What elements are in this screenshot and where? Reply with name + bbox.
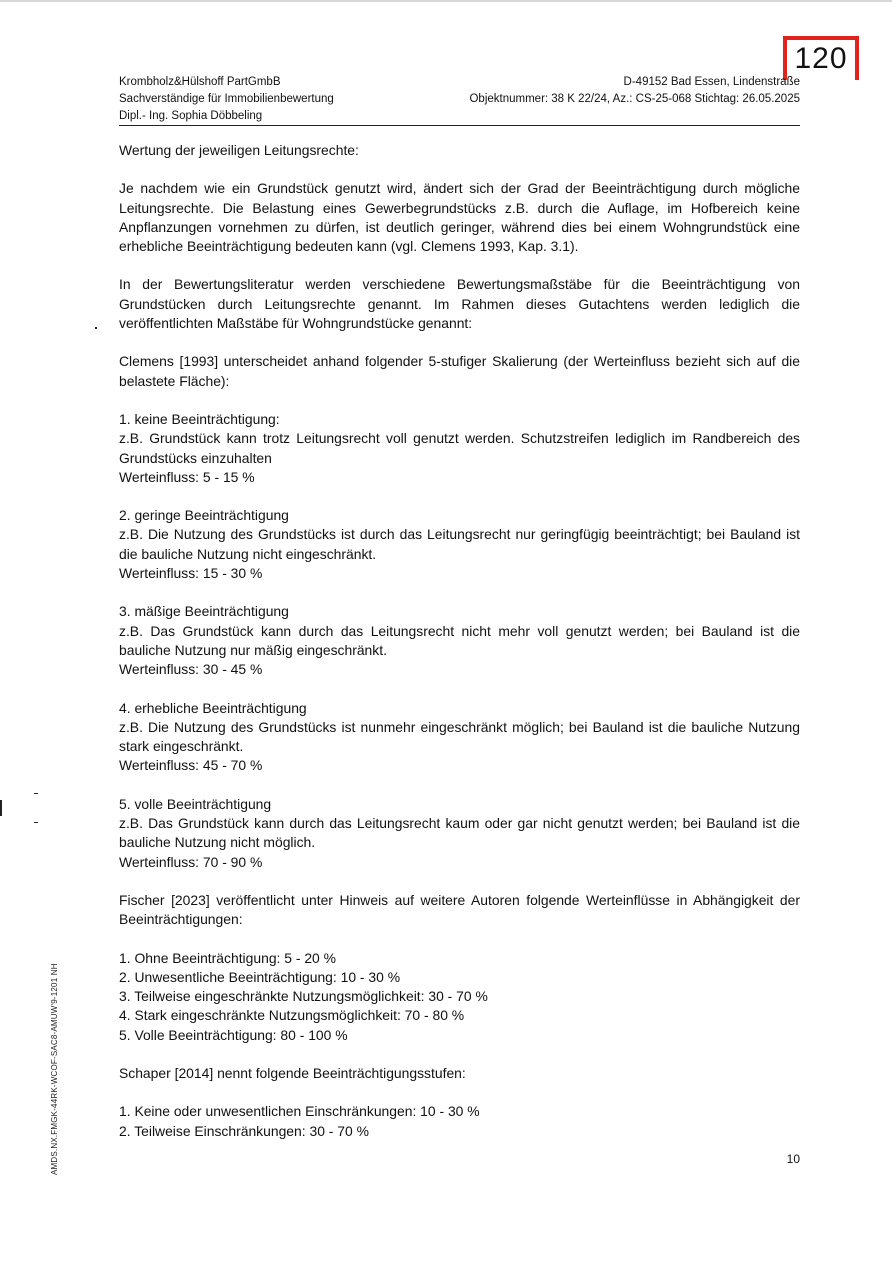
clemens-level-description: z.B. Die Nutzung des Grundstücks ist durch das Leitungsrecht nur geringfügig beeinträchtigt; bei Bauland ist die bauliche Nutzung nicht eingeschränkt.: [119, 526, 800, 562]
fischer-list: [119, 949, 800, 1045]
list-item: 3. Teilweise eingeschränkte Nutzungsmöglichkeit: 30 - 70 %: [119, 988, 488, 1005]
schaper-intro: Schaper [2014] nennt folgende Beeinträchtigungsstufen:: [119, 1064, 466, 1081]
section-heading: Wertung der jeweiligen Leitungsrechte:: [119, 142, 359, 158]
header-address: D-49152 Bad Essen, Lindenstraße: [623, 76, 800, 88]
document-barcode-text: AMDS.NX.FMGK-44RK-WCOF-SAC8-AMUW'9-1201 NH: [50, 963, 59, 1175]
list-item: 1. Ohne Beeinträchtigung: 5 - 20 %: [119, 949, 336, 966]
list-item: 2. Teilweise Einschränkungen: 30 - 70 %: [119, 1122, 369, 1139]
clemens-level-description: z.B. Grundstück kann trotz Leitungsrecht voll genutzt werden. Schutzstreifen lediglich im Randbereich des Grundstücks einzuhalten: [119, 430, 800, 466]
scan-mark: [0, 800, 2, 816]
page-number: 10: [786, 1152, 800, 1166]
clemens-level: [119, 699, 800, 776]
clemens-level-value: Werteinfluss: 30 - 45 %: [119, 661, 263, 678]
scan-mark: [34, 822, 38, 823]
header-object: [469, 74, 800, 108]
top-edge-line: [0, 0, 892, 2]
clemens-level-description: z.B. Das Grundstück kann durch das Leitungsrecht kaum oder gar nicht genutzt werden; bei Bauland ist die bauliche Nutzung nicht möglich.: [119, 815, 800, 851]
clemens-level-value: Werteinfluss: 70 - 90 %: [119, 853, 263, 870]
header-divider: [119, 125, 800, 126]
header-author: Dipl.- Ing. Sophia Döbbeling: [119, 110, 263, 122]
fischer-intro: Fischer [2023] veröffentlicht unter Hinweis auf weitere Autoren folgende Werteinflüsse in Abhängigkeit der Beeinträchtigungen:: [119, 891, 800, 928]
clemens-level-title: 1. keine Beeinträchtigung:: [119, 410, 280, 427]
list-item: 2. Unwesentliche Beeinträchtigung: 10 - 30 %: [119, 968, 401, 985]
clemens-level: [119, 506, 800, 583]
clemens-level-title: 4. erhebliche Beeinträchtigung: [119, 699, 307, 716]
list-item: 1. Keine oder unwesentlichen Einschränkungen: 10 - 30 %: [119, 1103, 480, 1120]
clemens-level-title: 3. mäßige Beeinträchtigung: [119, 603, 289, 620]
clemens-level: [119, 795, 800, 872]
clemens-level-value: Werteinfluss: 15 - 30 %: [119, 565, 263, 582]
paragraph-usage: Je nachdem wie ein Grundstück genutzt wird, ändert sich der Grad der Beeinträchtigung durch mögliche Leitungsrechte. Die Belastung eines Gewerbegrundstücks z.B. durch die Auflage, im Hofbereich keine Anpflanzungen vornehmen zu dürfen, ist deutlich geringer, während dies bei einem Wohngrundstück eine erhebliche Beeinträchtigung bedeuten kann (vgl. Clemens 1993, Kap. 3.1).: [119, 180, 800, 255]
clemens-level-description: z.B. Das Grundstück kann durch das Leitungsrecht nicht mehr voll genutzt werden; bei Bauland ist die bauliche Nutzung nur mäßig eingeschränkt.: [119, 622, 800, 658]
list-item: 4. Stark eingeschränkte Nutzungsmöglichkeit: 70 - 80 %: [119, 1007, 465, 1024]
header-object-number: Objektnummer: 38 K 22/24, Az.: CS-25-068 Stichtag: 26.05.2025: [469, 93, 800, 105]
clemens-level-description: z.B. Die Nutzung des Grundstücks ist nunmehr eingeschränkt möglich; bei Bauland ist die bauliche Nutzung stark eingeschränkt.: [119, 718, 800, 755]
list-item: 5. Volle Beeinträchtigung: 80 - 100 %: [119, 1026, 348, 1043]
clemens-level-title: 2. geringe Beeinträchtigung: [119, 507, 289, 524]
clemens-level: [119, 410, 800, 487]
document-body: [119, 141, 800, 1141]
scan-mark: [95, 327, 97, 329]
scan-mark: [34, 793, 38, 794]
clemens-intro: Clemens [1993] unterscheidet anhand folgender 5-stufiger Skalierung (der Werteinfluss bezieht sich auf die belastete Fläche):: [119, 353, 800, 389]
header-firm-subtitle: Sachverständige für Immobilienbewertung: [119, 93, 334, 105]
clemens-level-value: Werteinfluss: 45 - 70 %: [119, 757, 263, 774]
header-firm-name: Krombholz&Hülshoff PartGmbB: [119, 76, 281, 88]
header-firm: [119, 74, 334, 125]
stamp-number: 120: [794, 42, 848, 75]
clemens-level: [119, 602, 800, 679]
schaper-list: [119, 1102, 800, 1141]
paragraph-literature: In der Bewertungsliteratur werden verschiedene Bewertungsmaßstäbe für die Beeinträchtigung von Grundstücken durch Leitungsrechte genannt. Im Rahmen dieses Gutachtens werden lediglich die veröffentlichten Maßstäbe für Wohngrundstücke genannt:: [119, 276, 800, 332]
clemens-level-value: Werteinfluss: 5 - 15 %: [119, 468, 255, 485]
clemens-level-title: 5. volle Beeinträchtigung: [119, 795, 272, 812]
